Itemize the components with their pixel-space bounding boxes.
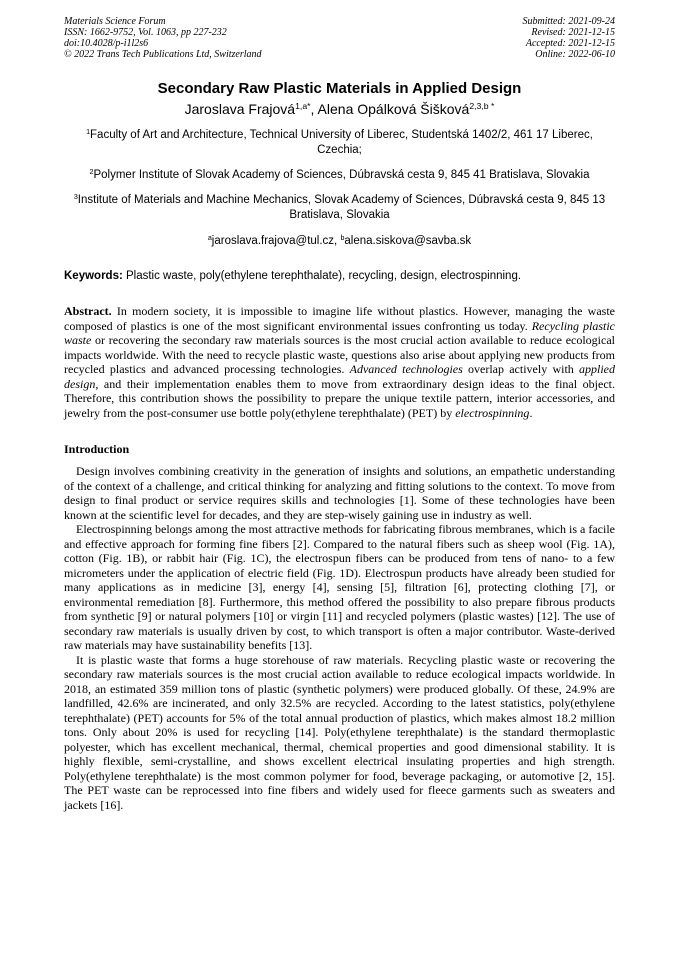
author-name: Alena Opálková Šišková: [317, 101, 470, 117]
affiliation-3: [64, 193, 615, 223]
keywords: [64, 269, 615, 283]
journal-copyright: © 2022 Trans Tech Publications Ltd, Switzerland: [64, 49, 262, 60]
author-list: [64, 101, 615, 118]
date-revised: Revised: 2021-12-15: [531, 27, 615, 38]
body-paragraph: Design involves combining creativity in the generation of insights and solutions, an empathetic understanding of the context of a challenge, and critical thinking for analyzing and fitting solutions to the context. To move from design to final product or service requires skills and technologies [1]. Some of these technologies have been known at the scientific level for decades, and they are step-wisely gaining use in industry as well.: [64, 464, 615, 522]
author-name: Jaroslava Frajová: [184, 101, 296, 117]
abstract-text: overlap actively with: [462, 362, 580, 376]
affiliation-text: Polymer Institute of Slovak Academy of Sciences, Dúbravská cesta 9, 845 41 Bratislava, Slovakia: [93, 169, 590, 181]
email-address: alena.siskova@savba.sk: [344, 235, 472, 247]
date-accepted: Accepted: 2021-12-15: [525, 38, 615, 49]
paper-page: [64, 16, 615, 812]
affiliation-mark: 1: [86, 128, 91, 137]
section-heading-introduction: Introduction: [64, 442, 130, 456]
journal-info: [64, 16, 262, 60]
affiliation-2: [64, 168, 615, 183]
abstract-text: or recovering the secondary raw materials sources is the most crucial action available to reduce ecological impacts worldwide. With the need to recycle plastic waste, questions also arise about applying new products from recycled plastics and advanced processing technologies.: [64, 333, 615, 376]
email-address: jaroslava.frajova@tul.cz,: [211, 235, 341, 247]
body-paragraph: Electrospinning belongs among the most attractive methods for fabricating fibrous membranes, which is a facile and effective approach for forming fine fibers [2]. Compared to the natural fibers such as sheep wool (Fig. 1A), cotton (Fig. 1B), or rabbit hair (Fig. 1C), the electrospun fibers can be produced from tens of nano- to a few micrometers under the application of electric field (Fig. 1D). Electrospun products have already been studied for many applications as in medicine [3], energy [4], sensing [5], filtration [6], protecting clothing [7], or environmental remediation [8]. Furthermore, this method offered the possibility to also prepare fibrous products from synthetic [9] or natural polymers [10] or virgin [11] and recycled polymers (plastic wastes) [12]. The use of secondary raw materials is usually driven by cost, to which transport is often a major contributor. Waste-derived raw materials may have sustainability benefits [13].: [64, 522, 615, 652]
author-emails: [64, 234, 615, 248]
publication-dates: [523, 16, 616, 60]
affiliation-text: Faculty of Art and Architecture, Technical University of Liberec, Studentská 1402/2, 461 17 Liberec, Czechia;: [90, 129, 593, 156]
paper-title: Secondary Raw Plastic Materials in Applied Design: [157, 80, 522, 97]
keywords-text: Plastic waste, poly(ethylene terephthalate), recycling, design, electrospinning.: [122, 270, 522, 282]
affiliation-mark: 3: [73, 193, 78, 202]
journal-name: Materials Science Forum: [64, 16, 166, 27]
affiliation-text: Institute of Materials and Machine Mechanics, Slovak Academy of Sciences, Dúbravská cesta 9, 845 13 Bratislava, Slovakia: [77, 194, 606, 221]
journal-header: [64, 16, 615, 60]
abstract-emphasis: electrospinning: [455, 405, 530, 420]
journal-issn: ISSN: 1662-9752, Vol. 1063, pp 227-232: [64, 27, 227, 38]
author-affiliation-mark: 1,a*: [295, 101, 311, 112]
author-separator: ,: [310, 101, 318, 117]
affiliation-1: [64, 128, 615, 158]
date-online: Online: 2022-06-10: [535, 49, 615, 60]
abstract-emphasis: applied design,: [64, 362, 616, 391]
author-affiliation-mark: 2,3,b *: [469, 101, 495, 112]
date-submitted: Submitted: 2021-09-24: [522, 16, 615, 27]
journal-doi: doi:10.4028/p-i1l2s6: [64, 38, 149, 49]
abstract-emphasis: Recycling plastic waste: [64, 318, 615, 347]
keywords-label: Keywords:: [64, 270, 123, 282]
body-paragraph: It is plastic waste that forms a huge storehouse of raw materials. Recycling plastic waste or recovering the secondary raw materials sources is the most crucial action available to reduce ecological impacts worldwide. In 2018, an estimated 359 million tons of plastic (synthetic polymers) were produced globally. Of these, 24.9% are landfilled, 42.6% are incinerated, and only 32.5% are recycled. According to the latest statistics, poly(ethylene terephthalate) (PET) accounts for 5% of the total annual production of plastics, which makes almost 18.2 million tons. Only about 20% is used for recycling [14]. Poly(ethylene terephthalate) is the standard thermoplastic polyester, which has excellent mechanical, thermal, chemical properties and good dimensional stability. It is highly flexible, semi-crystalline, and shows excellent electrical insulating properties and high strength. Poly(ethylene terephthalate) is the most common polymer for food, beverage packaging, or automotive [2, 15]. The PET waste can be reprocessed into fine fibers and widely used for fleece garments such as sweaters and jackets [16].: [64, 652, 615, 812]
abstract-text: and their implementation enables them to move from extraordinary design ideas to the final object. Therefore, this contribution shows the possibility to prepare the unique textile pattern, interior accessories, and jewelry from the post-consumer use bottle poly(ethylene terephthalate) (PET) by: [64, 376, 615, 420]
abstract: [64, 304, 615, 420]
abstract-text: In modern society, it is impossible to imagine life without plastics. However, managing the waste composed of plastics is one of the most significant environmental issues confronting us today.: [64, 304, 615, 333]
email-mark: a: [207, 234, 212, 243]
email-mark: b: [340, 234, 345, 243]
abstract-label: Abstract.: [64, 304, 112, 318]
abstract-emphasis: Advanced technologies: [349, 362, 463, 376]
affiliation-mark: 2: [89, 168, 94, 177]
abstract-text: .: [529, 405, 533, 420]
